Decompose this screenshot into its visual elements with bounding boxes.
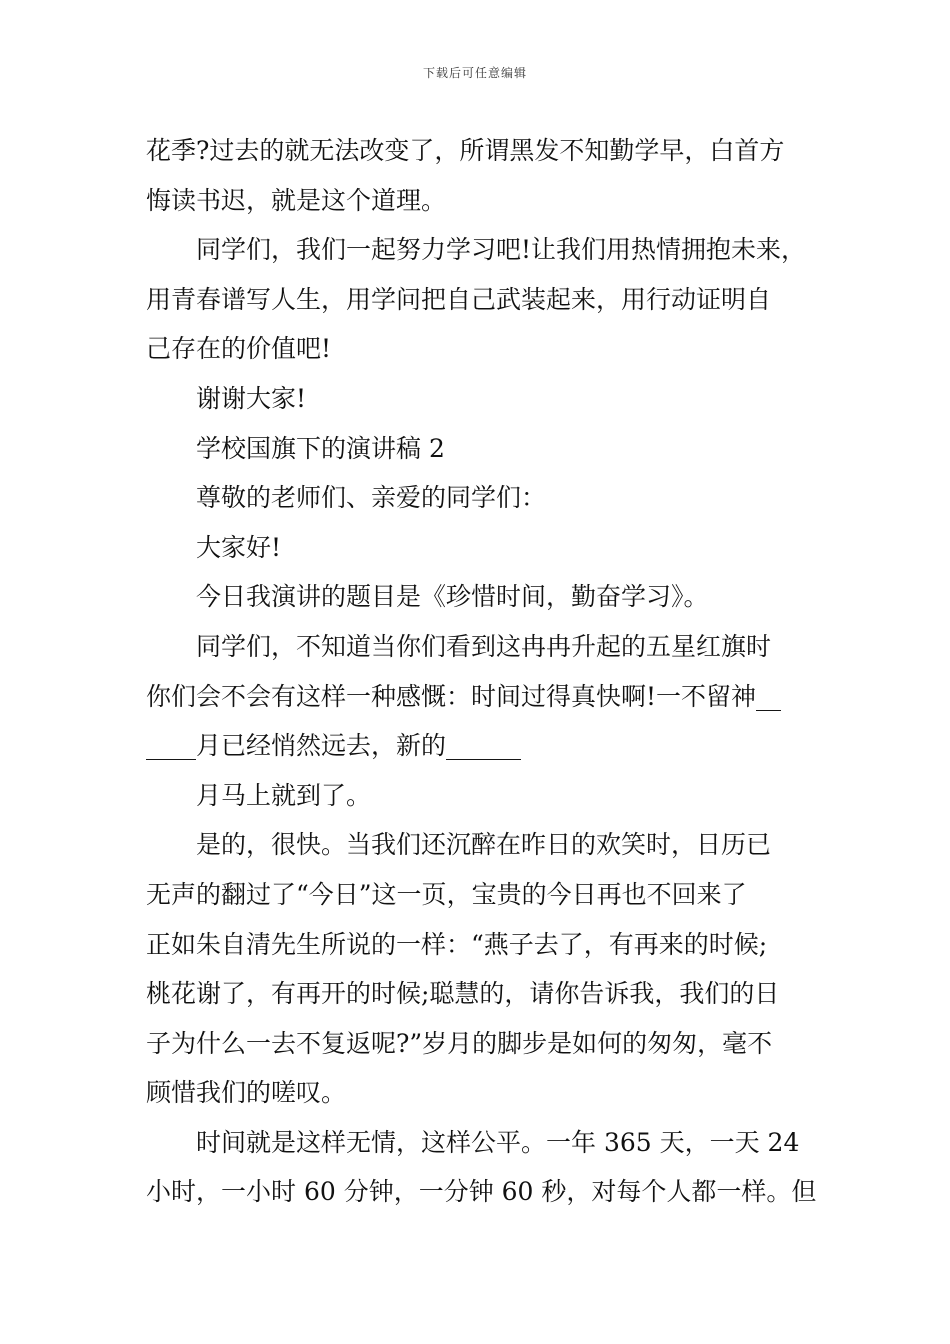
document-body (146, 126, 816, 1217)
text-line: 大家好! (196, 532, 282, 562)
page-header-note: 下载后可任意编辑 (422, 66, 527, 80)
text-line: 同学们，不知道当你们看到这冉冉升起的五星红旗时 (196, 631, 772, 661)
text-line: 正如朱自清先生所说的一样：“燕子去了，有再来的时候; (146, 929, 768, 959)
text-line: ____月已经悄然远去，新的______ (146, 731, 522, 761)
text-line: 月马上就到了。 (196, 780, 372, 810)
text-line: 花季?过去的就无法改变了，所谓黑发不知勤学早，白首方 (146, 136, 785, 165)
text-line: 子为什么一去不复返呢?”岁月的脚步是如何的匆匆，毫不 (146, 1028, 773, 1058)
text-line: 尊敬的老师们、亲爱的同学们： (196, 483, 547, 513)
text-line: 谢谢大家! (196, 383, 307, 413)
text-line: 己存在的价值吧! (146, 334, 332, 364)
text-line: 桃花谢了，有再开的时候;聪慧的，请你告诉我，我们的日 (146, 979, 780, 1009)
text-line: 你们会不会有这样一种感慨：时间过得真快啊!一不留神__ (146, 681, 782, 711)
section-title: 学校国旗下的演讲稿 2 (196, 433, 445, 463)
text-line: 小时，一小时 60 分钟，一分钟 60 秒，对每个人都一样。但 (146, 1177, 816, 1207)
text-line: 无声的翻过了“今日”这一页，宝贵的今日再也不回来了 (146, 879, 747, 909)
text-line: 顾惜我们的嗟叹。 (146, 1078, 347, 1108)
text-line: 用青春谱写人生，用学问把自己武装起来，用行动证明自 (146, 284, 772, 314)
text-line: 悔读书迟，就是这个道理。 (146, 185, 447, 215)
text-line: 今日我演讲的题目是《珍惜时间，勤奋学习》。 (196, 582, 709, 612)
text-line: 是的，很快。当我们还沉醉在昨日的欢笑时，日历已 (196, 830, 772, 860)
text-line: 同学们，我们一起努力学习吧!让我们用热情拥抱未来， (196, 235, 807, 265)
text-line: 时间就是这样无情，这样公平。一年 365 天，一天 24 (196, 1127, 800, 1157)
